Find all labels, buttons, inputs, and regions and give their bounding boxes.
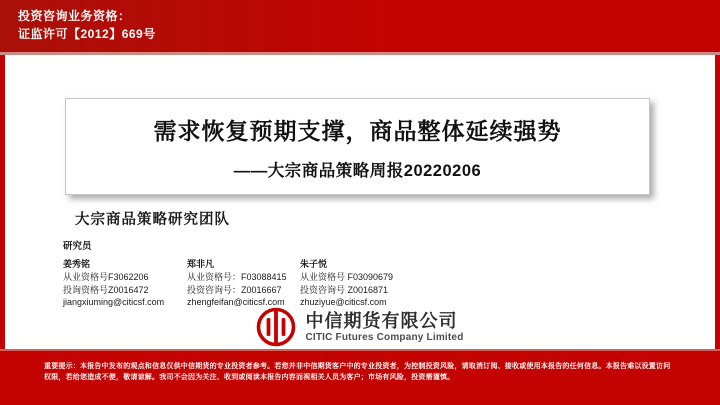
disclaimer-banner [0,349,720,405]
researcher-columns [63,258,483,309]
title-box [65,98,650,195]
researcher-email: zhuziyue@citicsf.com [300,297,387,307]
researcher-name: 郑非凡 [187,259,215,269]
company-name-cn: 中信期货有限公司 [305,311,458,331]
company-name-block [305,311,463,343]
researcher-card [63,258,187,309]
citic-logo-icon [256,307,296,347]
researcher-email: zhengfeifan@citicsf.com [187,297,285,307]
researcher-name: 姜秀铭 [63,259,91,269]
team-heading: 大宗商品策略研究团队 [75,212,230,228]
researcher-card [300,258,424,309]
qualification-number: 证监许可【2012】669号 [18,26,156,41]
practice-number: 从业资格号：F03088415 [187,272,287,282]
researcher-card [187,258,300,309]
qualification-label: 投资咨询业务资格： [18,9,131,23]
practice-number: 从业资格号F3062206 [63,272,149,282]
advisory-number: 投资咨询号：Z0016667 [187,284,282,295]
qualification-banner [0,0,720,52]
advisory-number: 投资咨询号 Z0016871 [300,284,389,295]
role-label: 研究员 [63,241,92,252]
research-team-section [63,208,483,309]
report-subtitle: ——大宗商品策略周报20220206 [233,161,482,180]
researcher-name: 朱子悦 [300,259,328,269]
company-name-en: CITIC Futures Company Limited [305,332,464,343]
report-title: 需求恢复预期支撑，商品整体延续强势 [153,117,562,144]
researcher-email: jiangxiuming@citicsf.com [63,297,165,307]
disclaimer-text: 重要提示：本报告中发布的观点和信息仅供中信期货的专业投资者参考。若您并非中信期货客户中的专业投资者，为控制投资风险，请取消订阅、接收或使用本报告的任何信息。本报告难以设置访问权限，若给您造成不便，敬请谅解。我司不会因为关注、收到或阅读本报告内容而视相关人员为客户；市场有风险，投资需谨慎。 [44,363,671,381]
advisory-number: 投询资格号Z0016472 [63,284,149,295]
company-branding [0,306,720,348]
practice-number: 从业资格号 F03090679 [300,272,394,282]
